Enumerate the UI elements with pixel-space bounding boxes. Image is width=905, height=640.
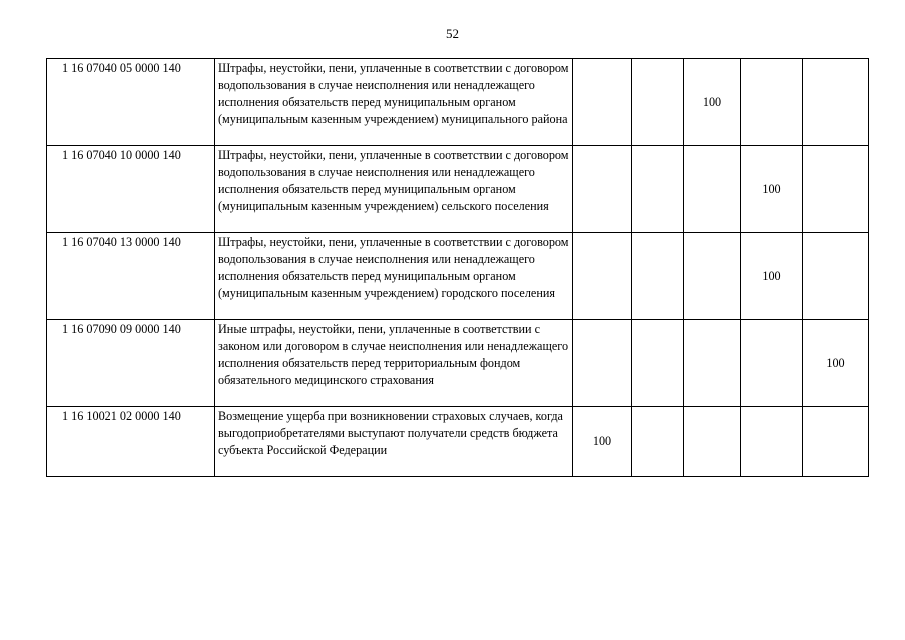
value-cell <box>741 59 803 146</box>
value-cell <box>684 146 741 233</box>
value-cell: 100 <box>684 59 741 146</box>
value-cell <box>632 233 684 320</box>
table-row <box>47 407 869 477</box>
description-cell: Штрафы, неустойки, пени, уплаченные в соответствии с договором водопользования в случае неисполнения или ненадлежащего исполнения обязательств перед муниципальным органом (муниципальным казенным учреждением) сельского поселения <box>215 146 573 233</box>
value-cell: 100 <box>803 320 869 407</box>
value-cell: 100 <box>741 146 803 233</box>
value-cell <box>632 407 684 477</box>
value-cell <box>684 320 741 407</box>
value-cell <box>573 146 632 233</box>
description-cell: Иные штрафы, неустойки, пени, уплаченные в соответствии с законом или договором в случае неисполнения или ненадлежащего исполнения обязательств перед территориальным фондом обязательного медицинского страхования <box>215 320 573 407</box>
table-row <box>47 146 869 233</box>
value-cell <box>573 59 632 146</box>
budget-code-cell: 1 16 10021 02 0000 140 <box>47 407 215 477</box>
description-cell: Возмещение ущерба при возникновении страховых случаев, когда выгодоприобретателями выступают получатели средств бюджета субъекта Российской Федерации <box>215 407 573 477</box>
value-cell: 100 <box>573 407 632 477</box>
table-row <box>47 59 869 146</box>
budget-code-cell: 1 16 07040 10 0000 140 <box>47 146 215 233</box>
page-number: 52 <box>446 26 459 41</box>
value-cell <box>803 59 869 146</box>
value-cell <box>632 320 684 407</box>
value-cell <box>803 233 869 320</box>
table-row <box>47 233 869 320</box>
value-cell <box>684 233 741 320</box>
value-cell <box>741 407 803 477</box>
budget-code-cell: 1 16 07040 05 0000 140 <box>47 59 215 146</box>
value-cell <box>573 320 632 407</box>
table-row <box>47 320 869 407</box>
value-cell <box>684 407 741 477</box>
value-cell <box>741 320 803 407</box>
value-cell <box>632 59 684 146</box>
value-cell <box>803 407 869 477</box>
value-cell: 100 <box>741 233 803 320</box>
value-cell <box>573 233 632 320</box>
budget-code-cell: 1 16 07090 09 0000 140 <box>47 320 215 407</box>
description-cell: Штрафы, неустойки, пени, уплаченные в соответствии с договором водопользования в случае неисполнения или ненадлежащего исполнения обязательств перед муниципальным органом (муниципальным казенным учреждением) городского поселения <box>215 233 573 320</box>
budget-code-cell: 1 16 07040 13 0000 140 <box>47 233 215 320</box>
description-cell: Штрафы, неустойки, пени, уплаченные в соответствии с договором водопользования в случае неисполнения или ненадлежащего исполнения обязательств перед муниципальным органом (муниципальным казенным учреждением) муниципального района <box>215 59 573 146</box>
value-cell <box>803 146 869 233</box>
value-cell <box>632 146 684 233</box>
revenue-distribution-table <box>46 58 869 477</box>
